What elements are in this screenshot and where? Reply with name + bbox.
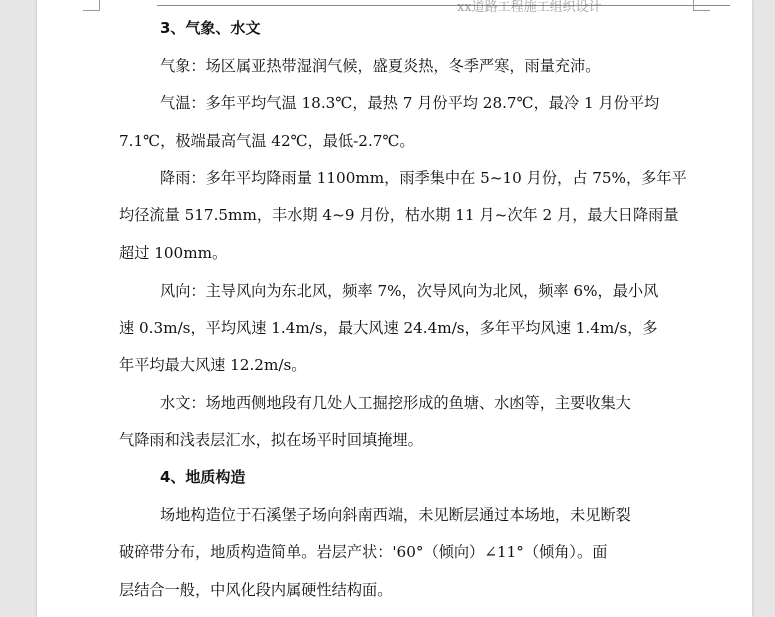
section-heading: 4、地质构造	[160, 468, 246, 486]
margin-corner-mark	[83, 10, 100, 11]
paragraph-line: 降雨：多年平均降雨量 1100mm，雨季集中在 5~10 月份，占 75%，多年平	[160, 169, 687, 187]
paragraph-line: 场地构造位于石溪堡子场向斜南西端，未见断层通过本场地，未见断裂	[160, 506, 631, 524]
margin-corner-mark	[693, 0, 694, 10]
section-heading: 3、气象、水文	[160, 19, 261, 37]
paragraph-line: 层结合一般，中风化段内属硬性结构面。	[119, 581, 393, 599]
paragraph-line: 均径流量 517.5mm，丰水期 4~9 月份，枯水期 11 月~次年 2 月，最大日降雨量	[119, 206, 679, 224]
page-header: xx道路工程施工组织设计	[457, 0, 602, 15]
paragraph-line: 速 0.3m/s，平均风速 1.4m/s，最大风速 24.4m/s，多年平均风速 1.4m/s，多	[119, 319, 658, 337]
left-gutter	[0, 0, 37, 617]
paragraph-line: 7.1℃，极端最高气温 42℃，最低-2.7℃。	[119, 132, 415, 150]
paragraph-line: 气象：场区属亚热带湿润气候，盛夏炎热，冬季严寒，雨量充沛。	[160, 57, 601, 75]
paragraph-line: 水文：场地西侧地段有几处人工掘挖形成的鱼塘、水凼等，主要收集大	[160, 394, 631, 412]
paragraph-line: 风向：主导风向为东北风，频率 7%，次导风向为北风，频率 6%，最小风	[160, 282, 659, 300]
document-page[interactable]	[37, 0, 752, 617]
paragraph-line: 超过 100mm。	[119, 244, 228, 262]
margin-corner-mark	[693, 10, 710, 11]
paragraph-line: 气温：多年平均气温 18.3℃，最热 7 月份平均 28.7℃，最冷 1 月份平均	[160, 94, 660, 112]
header-rule	[157, 0, 730, 15]
paragraph-line: 年平均最大风速 12.2m/s。	[119, 356, 307, 374]
margin-corner-mark	[99, 0, 100, 10]
paragraph-line: 破碎带分布，地质构造简单。岩层产状：'60°（倾向）∠11°（倾角）。面	[119, 543, 608, 561]
paragraph-line: 气降雨和浅表层汇水，拟在场平时回填掩埋。	[119, 431, 423, 449]
right-gutter	[752, 0, 775, 617]
